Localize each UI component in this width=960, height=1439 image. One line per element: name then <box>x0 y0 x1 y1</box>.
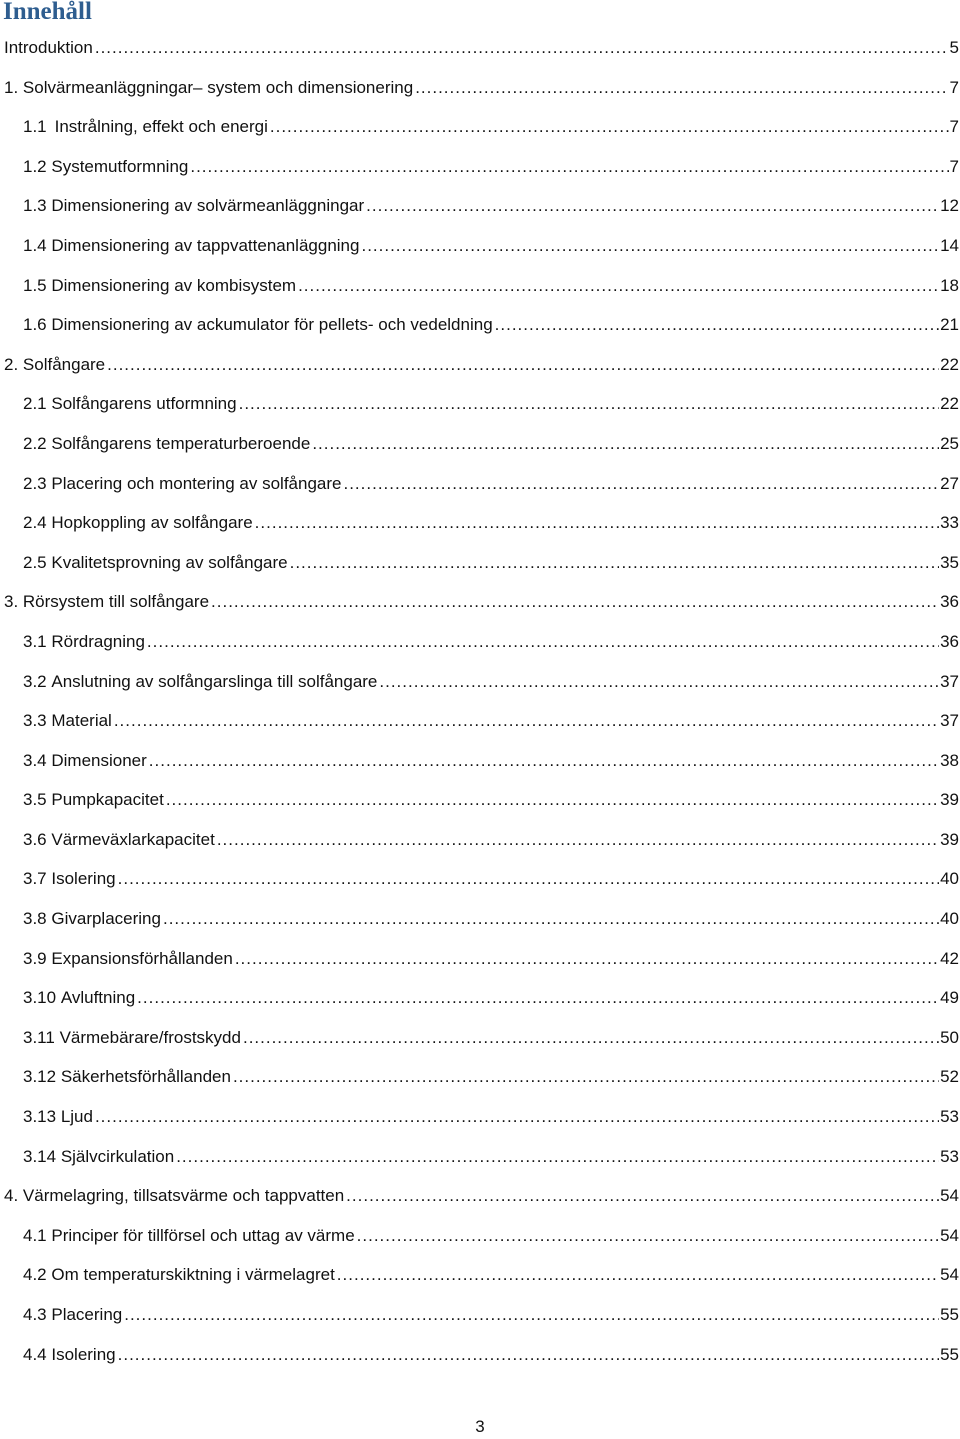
toc-entry-title: Solfångare <box>22 354 106 374</box>
toc-entry-number: 2.2 <box>23 433 52 453</box>
toc-entry-page: 7 <box>949 117 959 137</box>
toc-entry-page: 7 <box>949 156 959 176</box>
toc-entry-title: Avluftning <box>60 988 136 1008</box>
toc-entry-page: 49 <box>940 988 959 1008</box>
toc-entry-number: 3.8 <box>23 909 52 929</box>
toc-entry-title: Material <box>51 711 112 731</box>
toc-entry-number: 4.4 <box>23 1344 52 1364</box>
toc-entry-page: 21 <box>940 315 959 335</box>
toc-entry-number: 2.3 <box>23 473 52 493</box>
toc-entry[interactable] <box>0 1176 960 1216</box>
toc-entry-number: 3.14 <box>23 1146 61 1166</box>
toc-entry-title: Rörsystem till solfångare <box>22 592 210 612</box>
toc-entry-number: 1.4 <box>23 235 52 255</box>
toc-entry-page: 33 <box>940 513 959 533</box>
toc-entry-number: 1.3 <box>23 196 52 216</box>
toc-entry-number: 2. <box>4 354 23 374</box>
toc-entry-page: 55 <box>940 1305 959 1324</box>
toc-entry-page: 36 <box>940 592 959 612</box>
toc-entry-page: 22 <box>940 354 959 374</box>
toc-entry[interactable] <box>0 978 960 1018</box>
toc-entry[interactable] <box>0 939 960 979</box>
table-of-contents <box>0 28 960 1374</box>
dot-leader <box>366 186 939 226</box>
toc-entry[interactable] <box>0 266 960 306</box>
dot-leader <box>343 464 939 504</box>
toc-entry[interactable] <box>0 28 960 68</box>
toc-entry-title: Instrålning, effekt och energi <box>54 117 268 137</box>
toc-entry[interactable] <box>0 1335 960 1375</box>
toc-entry[interactable] <box>0 741 960 781</box>
toc-entry-title: Isolering <box>51 869 116 889</box>
toc-entry-page: 35 <box>940 552 959 572</box>
toc-entry-page: 18 <box>940 275 959 295</box>
toc-entry-title: Placering <box>51 1305 123 1324</box>
toc-entry-page: 54 <box>940 1186 959 1206</box>
toc-entry-title: Hopkoppling av solfångare <box>51 513 253 533</box>
dot-leader <box>166 780 939 820</box>
toc-entry-number: 3.10 <box>23 988 61 1008</box>
toc-entry-page: 38 <box>940 750 959 770</box>
toc-entry-title: Värmeväxlarkapacitet <box>51 829 215 849</box>
dot-leader <box>124 1295 939 1335</box>
dot-leader <box>495 305 939 345</box>
toc-entry-number: 3.3 <box>23 711 52 731</box>
toc-entry-number: 3.11 <box>23 1027 60 1047</box>
dot-leader <box>118 859 939 899</box>
toc-entry-page: 54 <box>940 1225 959 1245</box>
toc-entry-number: 2.1 <box>23 394 52 414</box>
toc-entry-page: 52 <box>940 1067 959 1087</box>
toc-entry-number: 3.1 <box>23 631 52 651</box>
toc-entry-title: Rördragning <box>51 631 145 651</box>
toc-entry-number: 2.4 <box>23 513 52 533</box>
toc-entry-title: Placering och montering av solfångare <box>51 473 342 493</box>
toc-entry-title: Isolering <box>51 1344 116 1364</box>
toc-entry-title: Dimensioner <box>51 750 147 770</box>
toc-entry-number: 4.2 <box>23 1265 52 1285</box>
toc-entry-title: Anslutning av solfångarslinga till solfångare <box>51 671 378 691</box>
dot-leader <box>255 503 939 543</box>
toc-entry-title: Introduktion <box>4 38 93 57</box>
dot-leader <box>361 226 939 266</box>
toc-entry[interactable] <box>0 780 960 820</box>
dot-leader <box>357 1216 939 1256</box>
toc-entry-title: Dimensionering av tappvattenanläggning <box>51 235 360 255</box>
toc-entry-page: 5 <box>949 38 959 57</box>
dot-leader <box>379 662 939 702</box>
toc-entry[interactable] <box>0 107 960 147</box>
toc-entry-number: 1.6 <box>23 315 52 335</box>
page-number: 3 <box>475 1417 485 1436</box>
toc-entry-page: 42 <box>940 948 959 968</box>
toc-entry-page: 12 <box>940 196 959 216</box>
dot-leader <box>415 68 948 108</box>
dot-leader <box>149 741 939 781</box>
toc-entry[interactable] <box>0 662 960 702</box>
toc-entry[interactable] <box>0 1057 960 1097</box>
toc-entry-page: 55 <box>940 1344 959 1364</box>
toc-entry-number: 3. <box>4 592 23 612</box>
toc-entry-number: 3.4 <box>23 750 52 770</box>
toc-entry-page: 22 <box>940 394 959 414</box>
dot-leader <box>163 899 939 939</box>
toc-entry[interactable] <box>0 68 960 108</box>
toc-entry-page: 50 <box>940 1027 959 1047</box>
toc-entry[interactable] <box>0 1137 960 1177</box>
dot-leader <box>217 820 939 860</box>
toc-entry-number: 1.2 <box>23 156 52 176</box>
toc-entry[interactable] <box>0 622 960 662</box>
toc-entry[interactable] <box>0 464 960 504</box>
toc-entry-title: Solfångarens utformning <box>51 394 237 414</box>
toc-entry[interactable] <box>0 1097 960 1137</box>
dot-leader <box>243 1018 939 1058</box>
toc-entry[interactable] <box>0 305 960 345</box>
toc-entry[interactable] <box>0 1295 960 1335</box>
toc-entry-title: Dimensionering av ackumulator för pellets- och vedeldning <box>51 315 493 335</box>
dot-leader <box>211 582 939 622</box>
toc-entry-number: 1.5 <box>23 275 52 295</box>
dot-leader <box>95 28 949 68</box>
toc-entry[interactable] <box>0 543 960 583</box>
toc-entry[interactable] <box>0 701 960 741</box>
toc-entry-title: Pumpkapacitet <box>51 790 164 810</box>
toc-entry-title: Kvalitetsprovning av solfångare <box>51 552 288 572</box>
dot-leader <box>298 266 939 306</box>
toc-entry-number: 3.5 <box>23 790 52 810</box>
toc-entry-title: Värmebärare/frostskydd <box>59 1027 241 1047</box>
dot-leader <box>118 1335 939 1375</box>
toc-entry-title: Solfångarens temperaturberoende <box>51 433 311 453</box>
dot-leader <box>114 701 939 741</box>
toc-entry-title: Värmelagring, tillsatsvärme och tappvatten <box>22 1186 345 1206</box>
dot-leader <box>346 1176 939 1216</box>
dot-leader <box>190 147 948 187</box>
toc-entry[interactable] <box>0 424 960 464</box>
dot-leader <box>239 384 939 424</box>
toc-entry-title: Dimensionering av solvärmeanläggningar <box>51 196 365 216</box>
toc-entry-number: 3.2 <box>23 671 52 691</box>
toc-entry-title: Principer för tillförsel och uttag av värme <box>51 1225 355 1245</box>
dot-leader <box>337 1255 939 1295</box>
toc-heading: Innehåll <box>3 0 92 25</box>
toc-entry-number: 1. <box>4 77 23 97</box>
toc-entry[interactable] <box>0 384 960 424</box>
toc-entry-page: 39 <box>940 790 959 810</box>
toc-entry-page: 37 <box>940 711 959 731</box>
toc-entry[interactable] <box>0 1216 960 1256</box>
dot-leader <box>312 424 939 464</box>
toc-entry-page: 37 <box>940 671 959 691</box>
dot-leader <box>95 1097 939 1137</box>
toc-entry[interactable] <box>0 1018 960 1058</box>
dot-leader <box>176 1137 939 1177</box>
toc-entry-number: 2.5 <box>23 552 52 572</box>
toc-entry-number: 1.1 <box>23 117 47 137</box>
toc-entry[interactable] <box>0 186 960 226</box>
toc-entry-title: Givarplacering <box>51 909 161 929</box>
toc-entry-page: 53 <box>940 1146 959 1166</box>
toc-entry-title: Om temperaturskiktning i värmelagret <box>51 1265 335 1285</box>
dot-leader <box>147 622 939 662</box>
toc-entry[interactable] <box>0 820 960 860</box>
toc-entry-title: Självcirkulation <box>60 1146 175 1166</box>
toc-entry-title: Dimensionering av kombisystem <box>51 275 297 295</box>
toc-entry-page: 36 <box>940 631 959 651</box>
toc-entry-page: 54 <box>940 1265 959 1285</box>
toc-entry-page: 27 <box>940 473 959 493</box>
dot-leader <box>233 1057 939 1097</box>
toc-entry-number: 4.3 <box>23 1305 52 1324</box>
toc-entry-number: 4.1 <box>23 1225 52 1245</box>
toc-entry[interactable] <box>0 1255 960 1295</box>
dot-leader <box>137 978 939 1018</box>
toc-entry-page: 25 <box>940 433 959 453</box>
toc-entry-title: Ljud <box>60 1107 93 1127</box>
toc-entry-number: 3.13 <box>23 1107 61 1127</box>
dot-leader <box>235 939 939 979</box>
toc-entry[interactable] <box>0 582 960 622</box>
toc-entry-page: 40 <box>940 869 959 889</box>
toc-entry-page: 7 <box>949 77 959 97</box>
toc-entry-title: Systemutformning <box>51 156 189 176</box>
toc-entry-number: 3.6 <box>23 829 52 849</box>
toc-entry-title: Solvärmeanläggningar– system och dimensionering <box>22 77 414 97</box>
dot-leader <box>290 543 939 583</box>
toc-entry-title: Expansionsförhållanden <box>51 948 233 968</box>
dot-leader <box>270 107 949 147</box>
toc-entry-page: 14 <box>940 235 959 255</box>
toc-entry[interactable] <box>0 899 960 939</box>
dot-leader <box>107 345 939 385</box>
toc-entry-number: 3.7 <box>23 869 52 889</box>
toc-entry-number: 4. <box>4 1186 23 1206</box>
toc-entry-number: 3.12 <box>23 1067 61 1087</box>
toc-entry-page: 39 <box>940 829 959 849</box>
toc-entry[interactable] <box>0 859 960 899</box>
toc-entry-title: Säkerhetsförhållanden <box>60 1067 231 1087</box>
toc-entry-number: 3.9 <box>23 948 52 968</box>
toc-entry-page: 53 <box>940 1107 959 1127</box>
toc-entry[interactable] <box>0 147 960 187</box>
toc-entry[interactable] <box>0 503 960 543</box>
toc-entry-page: 40 <box>940 909 959 929</box>
toc-entry[interactable] <box>0 345 960 385</box>
toc-entry[interactable] <box>0 226 960 266</box>
